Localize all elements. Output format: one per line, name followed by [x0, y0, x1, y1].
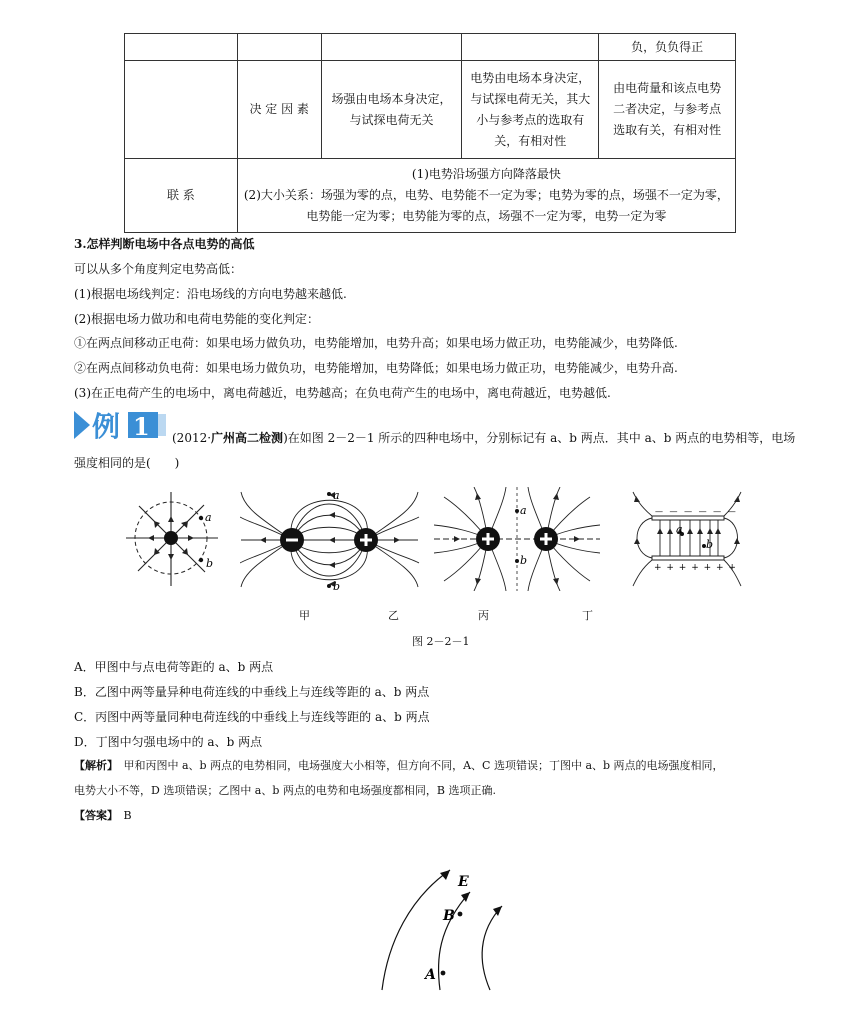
question-line-2: 强度相同的是( ) — [74, 456, 180, 470]
table-row — [125, 159, 736, 233]
figure-label-jia: 甲 — [299, 609, 310, 622]
point-b-label: b — [706, 538, 714, 551]
point-b-label: b — [520, 554, 528, 567]
relation-line-2: (2)大小关系：场强为零的点，电势、电势能不一定为零；电势为零的点，场强不一定为零，电势能一定为零；电势能为零的点，场强不一定为零，电势一定为零 — [243, 188, 729, 223]
paragraph: ②在两点间移动负电荷：如果电场力做负功，电势能增加，电势降低；如果电场力做正功，电势能减少，电势升高. — [74, 361, 678, 375]
point-a-label: a — [520, 504, 527, 517]
figure-label-yi: 乙 — [388, 609, 399, 622]
banner-char: 例 — [92, 410, 121, 441]
point-b-marker — [458, 912, 463, 917]
figure-jia — [126, 490, 222, 590]
example-banner — [74, 409, 166, 441]
arrow-icon — [74, 411, 90, 439]
figure-bing — [434, 487, 600, 591]
option-c: C．丙图中两等量同种电荷连线的中垂线上与连线等距的 a、b 两点 — [74, 710, 430, 724]
table-cell: 由电荷量和该点电势二者决定，与参考点选取有关，有相对性 — [599, 61, 736, 159]
option-d: D．丁图中匀强电场中的 a、b 两点 — [74, 735, 263, 749]
question-line-1: (2012·广州高二检测)在如图 2－2－1 所示的四种电场中，分别标记有 a、b 两点．其中 a、b 两点的电势相等，电场 — [172, 431, 796, 445]
point-b-label: b — [206, 557, 214, 570]
table-cell: 电势由电场本身决定，与试探电荷无关，其大小与参考点的选取有关，有相对性 — [462, 61, 599, 159]
figure-yi — [240, 487, 420, 591]
banner-number: 1 — [133, 412, 150, 441]
table-cell: 负，负负得正 — [599, 34, 736, 61]
relation-line-1: (1)电势沿场强方向降落最快 — [411, 167, 561, 181]
paragraph: (1)根据电场线判定：沿电场线的方向电势越来越低. — [74, 287, 347, 301]
comparison-table — [124, 33, 736, 233]
analysis-line-1: 【解析】 甲和丙图中 a、b 两点的电势相同，电场强度大小相等，但方向不同，A、C 选项错误；丁图中 a、b 两点的电场强度相同， — [74, 759, 724, 772]
table-cell — [237, 159, 735, 233]
field-lines-figure — [370, 862, 510, 992]
label-b: B — [443, 908, 455, 924]
paragraph: 可以从多个角度判定电势高低： — [74, 262, 243, 276]
table-cell-label: 决 定 因 素 — [237, 61, 321, 159]
point-b-label: b — [333, 580, 341, 591]
table-cell-label: 联 系 — [125, 159, 238, 233]
point-a-label: a — [205, 511, 212, 524]
label-e: E — [458, 874, 469, 890]
section-heading: 3.怎样判断电场中各点电势的高低 — [74, 237, 255, 251]
option-a: A．甲图中与点电荷等距的 a、b 两点 — [74, 660, 274, 674]
svg-text:— — — — — —: — — — — — — — [655, 507, 738, 516]
point-a-label: a — [676, 523, 683, 536]
figure-ding — [630, 490, 744, 590]
table-row — [125, 34, 736, 61]
label-a: A — [425, 967, 436, 983]
option-b: B．乙图中两等量异种电荷连线的中垂线上与连线等距的 a、b 两点 — [74, 685, 430, 699]
figure-caption: 图 2－2－1 — [412, 635, 470, 648]
point-a-label: a — [333, 489, 340, 502]
svg-text:+ + + + + + +: + + + + + + + — [654, 563, 737, 573]
figure-label-bing: 丙 — [478, 609, 489, 622]
point-a-marker — [441, 971, 446, 976]
answer-line: 【答案】 B — [74, 809, 132, 822]
paragraph: (3)在正电荷产生的电场中，离电荷越近，电势越高；在负电荷产生的电场中，离电荷越近，电势越低. — [74, 386, 611, 400]
figure-label-ding: 丁 — [582, 609, 593, 622]
paragraph: (2)根据电场力做功和电荷电势能的变化判定： — [74, 312, 319, 326]
analysis-line-2: 电势大小不等，D 选项错误；乙图中 a、b 两点的电势和电场强度都相同，B 选项正确. — [74, 784, 496, 797]
table-cell: 场强由电场本身决定，与试探电荷无关 — [321, 61, 462, 159]
answer-value: B — [123, 809, 132, 822]
table-row — [125, 61, 736, 159]
paragraph: ①在两点间移动正电荷：如果电场力做负功，电势能增加，电势升高；如果电场力做正功，电势能减少，电势降低. — [74, 336, 678, 350]
